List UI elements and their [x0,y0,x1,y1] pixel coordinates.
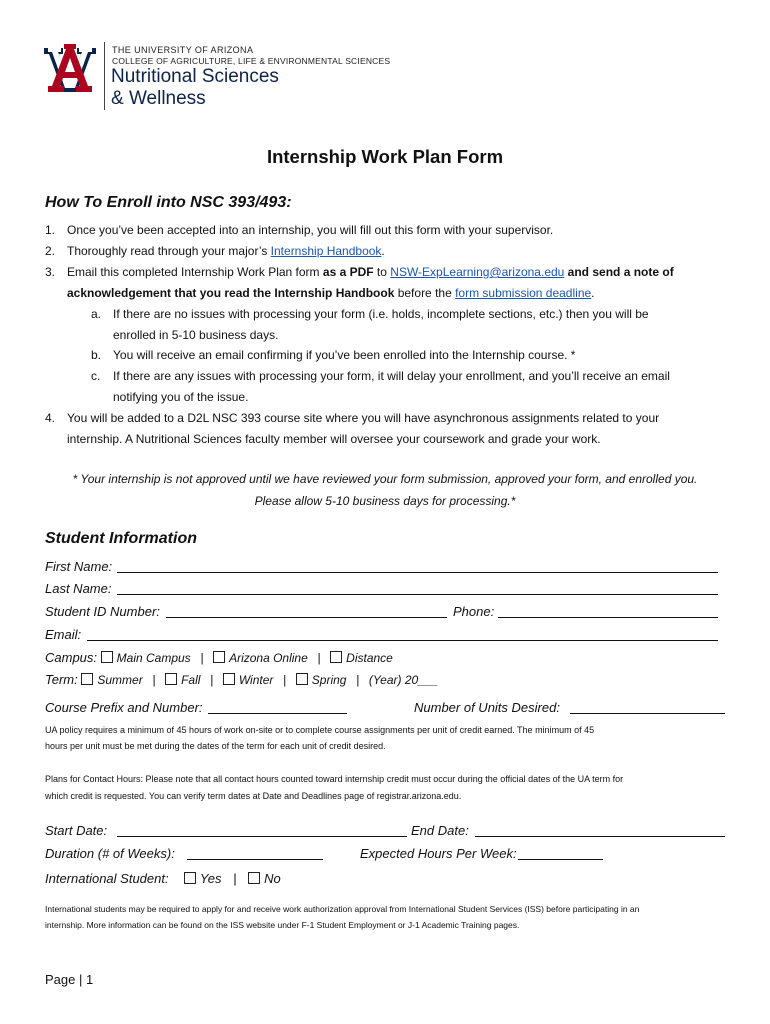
summer-label: Summer [97,673,143,687]
step-3-bold-text: and send a note of [564,265,674,279]
separator: | [210,673,214,687]
separator: | [152,673,156,687]
step-2-suffix: . [381,244,385,258]
campus-row [45,650,393,666]
duration-label: Duration (# of Weeks): [45,846,175,861]
separator: | [233,871,237,886]
acknowledgement-text: acknowledgement that you read the Internship Handbook [67,286,395,300]
email-label: Email: [45,627,82,642]
course-prefix-field[interactable] [208,713,347,714]
first-name-field[interactable] [117,572,718,573]
intl-note-line1: International students may be required to apply for and receive work authorization approval from International Student Services (ISS) before participating in an [45,904,640,914]
distance-checkbox[interactable] [330,651,342,663]
summer-checkbox[interactable] [81,673,93,685]
department-name-line1: Nutritional Sciences [111,66,279,87]
spring-label: Spring [311,673,347,687]
policy-note-line2: hours per unit must be met during the dates of the term for each unit of credit desired. [45,741,386,751]
department-name-line2: & Wellness [111,88,206,109]
university-logo [44,42,96,94]
substep-letter: a. [91,307,102,321]
step-number: 1. [45,223,56,237]
step-2-text [67,243,385,259]
enroll-heading: How To Enroll into NSC 393/493: [45,194,292,211]
approval-note-line2: Please allow 5-10 business days for processing.* [254,494,516,508]
year-field[interactable]: (Year) 20___ [368,673,439,687]
spring-checkbox[interactable] [296,673,308,685]
start-date-field[interactable] [117,836,407,837]
separator: | [317,651,321,665]
step-3-text: . [591,286,595,300]
step-1-text: Once you’ve been accepted into an internship, you will fill out this form with your supervisor. [67,223,554,237]
student-id-label: Student ID Number: [45,604,160,619]
fall-label: Fall [181,673,201,687]
substep-a-line2: enrolled in 5-10 business days. [113,328,279,342]
step-4-line2: internship. A Nutritional Sciences faculty member will oversee your coursework and grade your work. [67,432,601,446]
intl-yes-checkbox[interactable] [184,872,196,884]
page-title: Internship Work Plan Form [266,146,504,167]
step-number: 3. [45,265,56,279]
end-date-field[interactable] [475,836,725,837]
separator: | [356,673,360,687]
step-number: 4. [45,411,56,425]
intl-no-label: No [264,871,281,886]
last-name-field[interactable] [117,594,718,595]
internship-handbook-link[interactable]: Internship Handbook [270,244,382,258]
substep-letter: c. [91,369,101,383]
as-pdf-text: as a PDF [322,265,374,279]
submission-deadline-link[interactable]: form submission deadline [455,286,592,300]
substep-letter: b. [91,348,102,362]
step-3-line2 [67,285,595,301]
last-name-label: Last Name: [45,581,112,596]
main-campus-checkbox[interactable] [101,651,113,663]
logo-divider [104,42,105,110]
intl-yes-label: Yes [199,871,222,886]
substep-a-line1: If there are no issues with processing your form (i.e. holds, incomplete sections, etc.) then you will be [113,307,649,321]
step-4-line1: You will be added to a D2L NSC 393 course site where you will have asynchronous assignments related to your [67,411,660,425]
international-label: International Student: [45,871,169,886]
campus-label: Campus: [45,650,98,665]
separator: | [200,651,204,665]
step-2-prefix: Thoroughly read through your major’s [67,244,271,258]
college-name: COLLEGE OF AGRICULTURE, LIFE & ENVIRONMENTAL SCIENCES [112,56,391,66]
step-3-line1 [67,264,674,280]
university-name: THE UNIVERSITY OF ARIZONA [112,45,254,55]
substep-c-line1: If there are any issues with processing your form, it will delay your enrollment, and you’ll receive an email [113,369,670,383]
winter-checkbox[interactable] [223,673,235,685]
first-name-label: First Name: [45,559,113,574]
term-label: Term: [45,672,78,687]
page-number: Page | 1 [45,972,94,987]
phone-label: Phone: [453,604,495,619]
substep-c-line2: notifying you of the issue. [113,390,249,404]
student-info-heading: Student Information [45,530,197,547]
policy-note-line1: UA policy requires a minimum of 45 hours of work on-site or to complete course assignments per unit of credit earned. The minimum of 45 [45,725,595,735]
step-number: 2. [45,244,56,258]
arizona-online-checkbox[interactable] [213,651,225,663]
substep-b-text: You will receive an email confirming if you’ve been enrolled into the Internship course. * [113,348,576,362]
approval-note-line1: * Your internship is not approved until we have reviewed your form submission, approved your form, and enrolled you. [72,472,698,486]
expected-hours-label: Expected Hours Per Week: [360,846,517,861]
intl-note-line2: internship. More information can be found on the ISS website under F-1 Student Employment or J-1 Academic Training pages. [45,920,520,930]
international-row [45,871,281,887]
separator: | [283,673,287,687]
end-date-label: End Date: [411,823,469,838]
intl-no-checkbox[interactable] [248,872,260,884]
fall-checkbox[interactable] [165,673,177,685]
start-date-label: Start Date: [45,823,108,838]
contact-hours-line2: which credit is requested. You can verify term dates at Date and Deadlines page of registrar.arizona.edu. [45,791,462,801]
step-3-text: Email this completed Internship Work Plan form [67,265,323,279]
course-prefix-label: Course Prefix and Number: [45,700,203,715]
email-field[interactable] [87,640,718,641]
step-3-text: to [373,265,391,279]
step-3-text: before the [394,286,456,300]
main-campus-label: Main Campus [116,651,191,665]
units-field[interactable] [570,713,725,714]
student-id-field[interactable] [166,617,447,618]
expected-hours-field[interactable] [518,859,603,860]
units-label: Number of Units Desired: [414,700,560,715]
email-link[interactable]: NSW-ExpLearning@arizona.edu [390,265,565,279]
distance-label: Distance [346,651,393,665]
contact-hours-line1: Plans for Contact Hours: Please note that all contact hours counted toward internship credit must occur during the official dates of the UA term for [45,774,624,784]
phone-field[interactable] [498,617,718,618]
winter-label: Winter [238,673,274,687]
arizona-online-label: Arizona Online [229,651,308,665]
duration-field[interactable] [187,859,323,860]
term-row [45,672,438,688]
